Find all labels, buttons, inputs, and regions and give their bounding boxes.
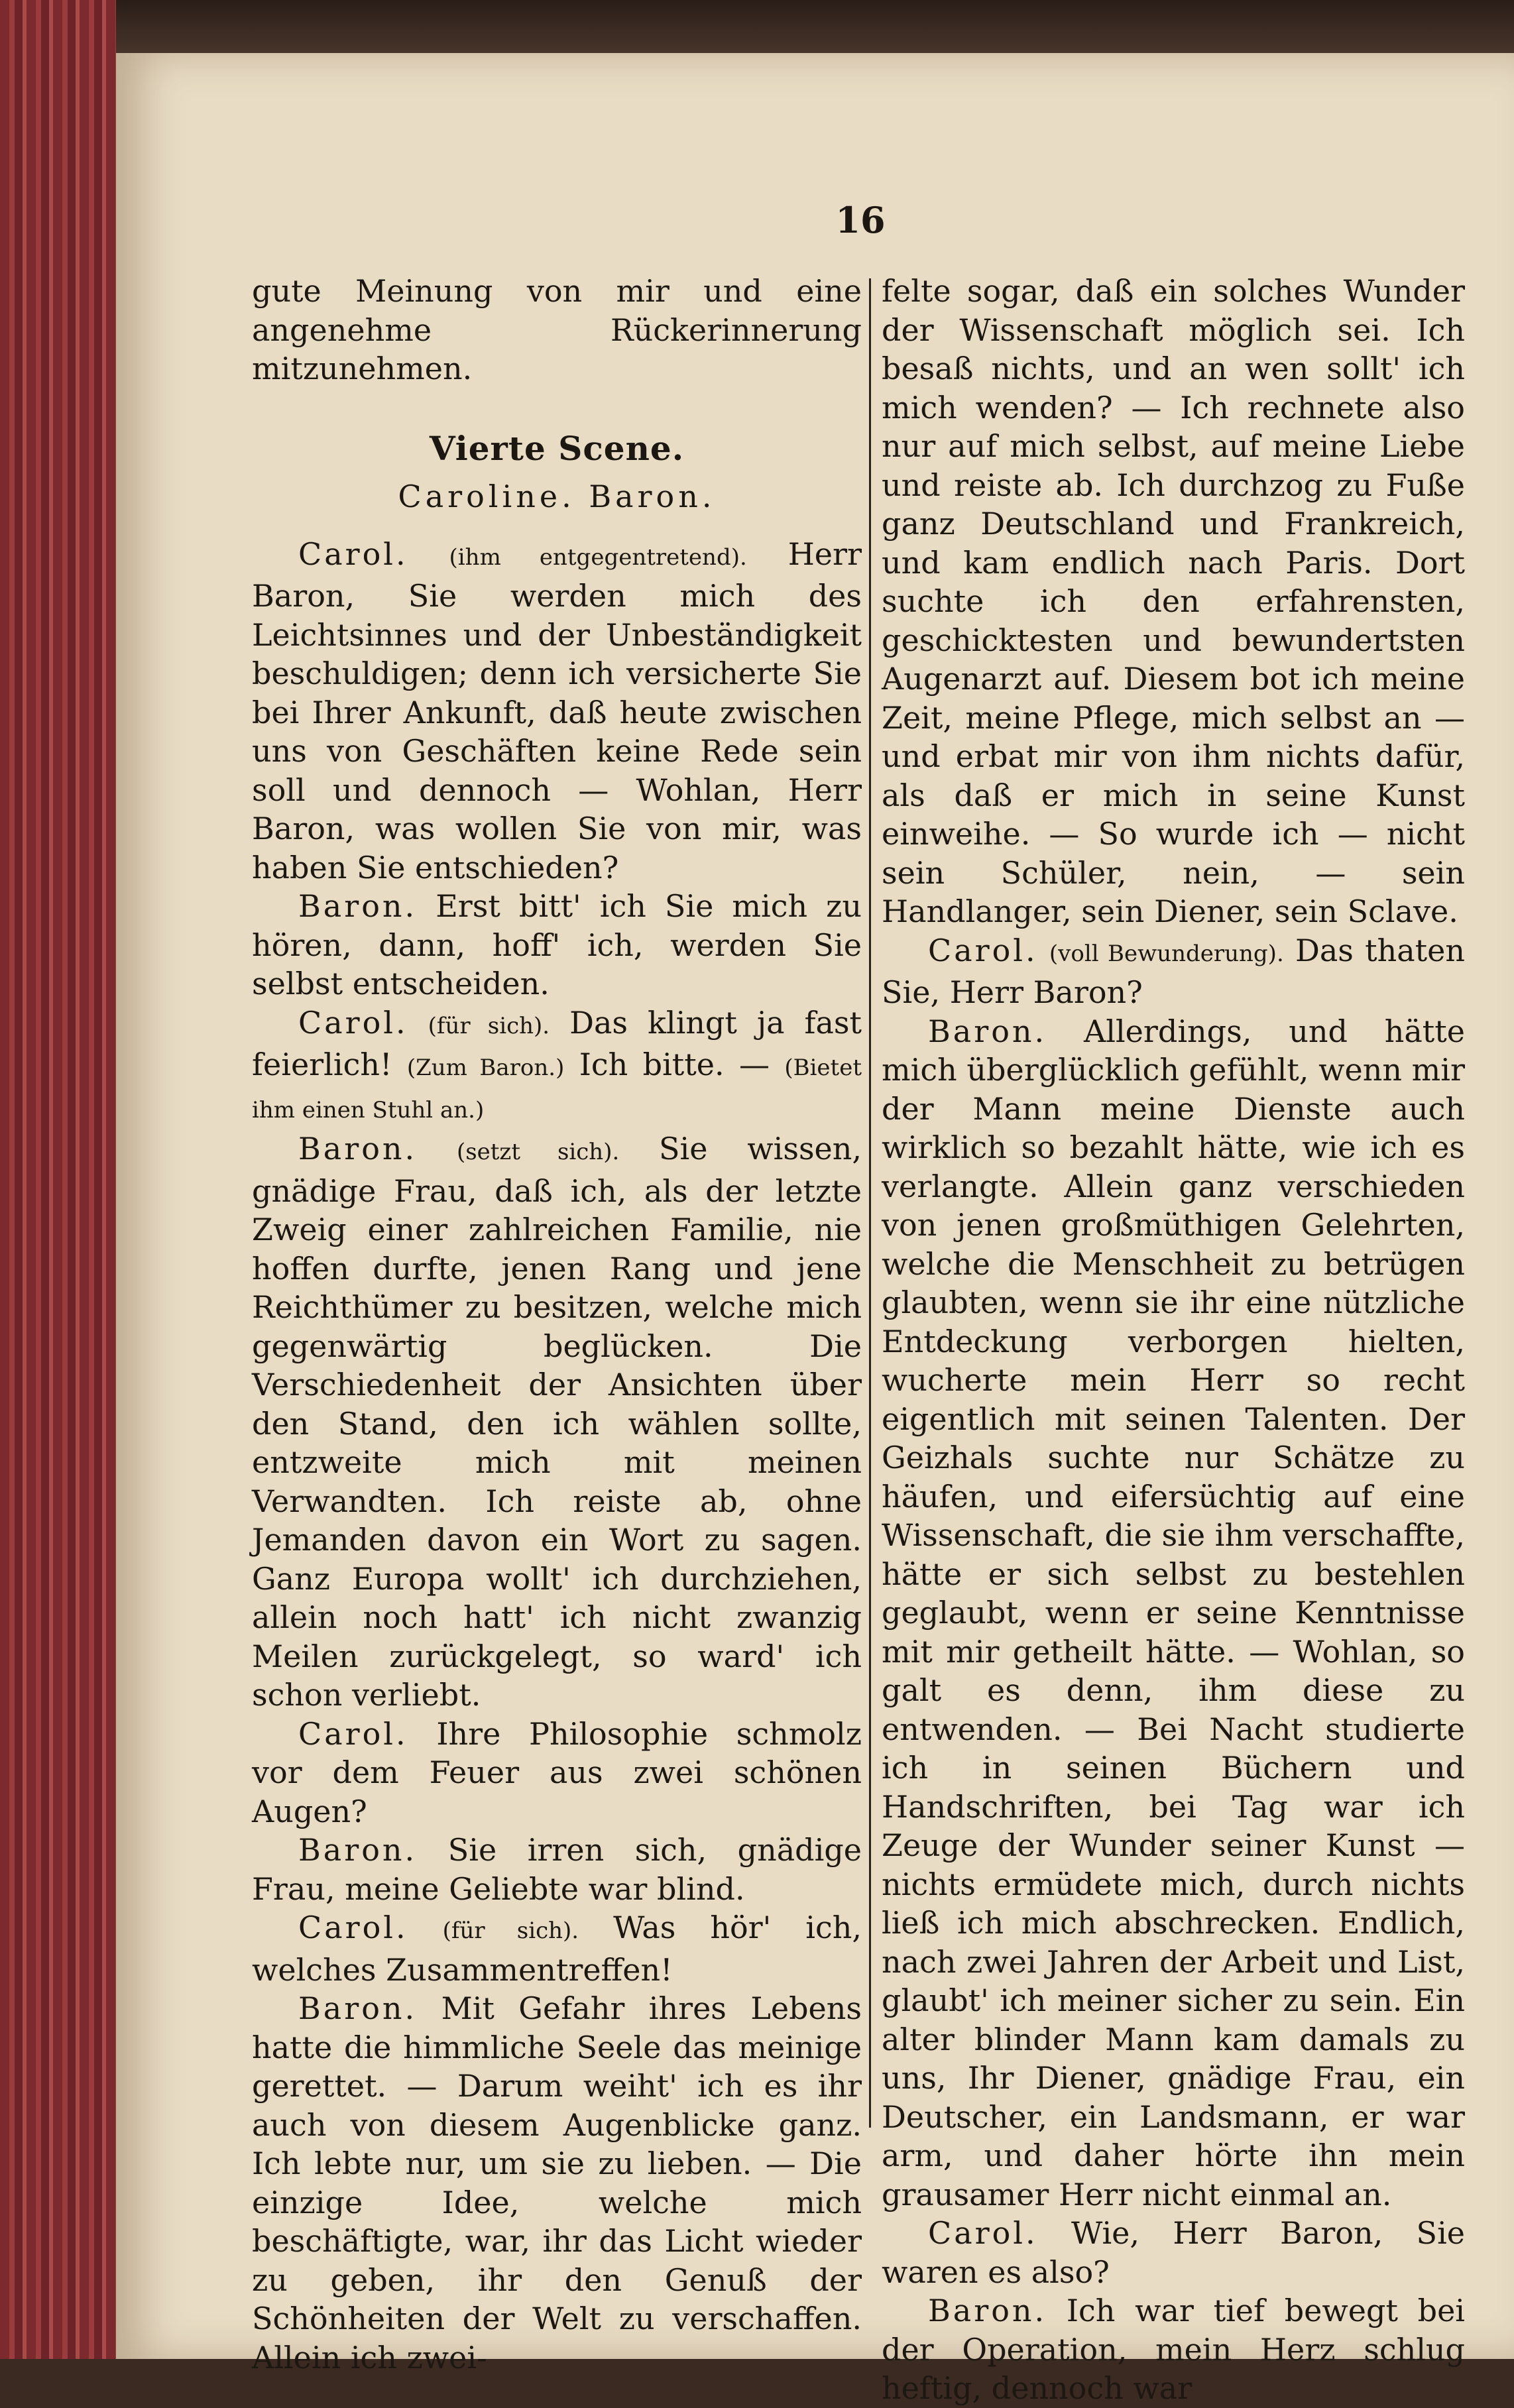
dialogue-line (882, 2291, 1465, 2408)
dialogue-line (252, 1003, 862, 1130)
dialogue-text: Das klingt ja fast feierlich! (252, 1004, 862, 1082)
scene-persons: Caroline. Baron. (398, 479, 716, 514)
speaker-name: Baron. (298, 888, 418, 924)
paragraph-text: gute Meinung von mir und eine angenehme Rückerinnerung mitzunehmen. (252, 273, 862, 386)
column-divider (869, 278, 871, 2128)
dialogue-text: Das thaten Sie, Herr Baron? (882, 932, 1466, 1010)
dialogue-text: Was hör' ich, welches Zusammentreffen! (252, 1910, 862, 1988)
dialogue-line (882, 2214, 1465, 2291)
top-edge (0, 0, 1514, 60)
paragraph (882, 272, 1465, 931)
speaker-name: Baron. (928, 2293, 1047, 2328)
dialogue-text: Allerdings, und hätte mich überglücklich gefühlt, wenn mir der Mann meine Dienste auch wirklich so bezahlt hätte, wie ich es verlangte. Allein ganz verschieden von jenen großmüthigen Gelehrten, welche die Menschheit zu betrügen glaubten, wenn sie ihr eine nützliche Entdeckung verborgen hielten, wucherte mein Herr so recht eigentlich mit seinen Talenten. Der Geizhals suchte nur Schätze zu häufen, und eifersüchtig auf eine Wissenschaft, die sie ihm verschaffte, hätte er sich selbst zu bestehlen geglaubt, wenn er seine Kenntnisse mit mir getheilt hätte. — Wohlan, so galt es denn, ihm diese zu entwenden. — Bei Nacht studierte ich in seinen Büchern und Handschriften, bei Tag war ich Zeuge der Wunder seiner Kunst — nichts ermüdete mich, durch nichts ließ ich mich abschrecken. Endlich, nach zwei Jahren der Arbeit und List, glaubt' ich meiner sicher zu sein. Ein alter blinder Mann kam damals zu uns, Ihr Diener, gnädige Frau, ein Deutscher, ein Landsmann, er war arm, und daher hörte ihn mein grausamer Herr nicht einmal an. (882, 1013, 1465, 2212)
dialogue-line (252, 1908, 862, 1989)
book-spine (0, 0, 116, 2359)
speaker-name: Carol. (928, 2215, 1038, 2251)
speaker-name: Baron. (298, 1832, 418, 1868)
speaker-name: Carol. (298, 1715, 408, 1752)
stage-direction: (voll Bewunderung). (1049, 940, 1284, 967)
dialogue-text: Erst bitt' ich Sie mich zu hören, dann, hoff' ich, werden Sie selbst entscheiden. (252, 888, 862, 1002)
scene-heading: Vierte Scene. (429, 428, 685, 468)
dialogue-text: Herr Baron, Sie werden mich des Leichtsinnes und der Unbeständigkeit beschuldigen; denn ich versicherte Sie bei Ihrer Ankunft, daß heute zwischen uns von Geschäften keine Rede sein soll und dennoch — Wohlan, Herr Baron, was wollen Sie von mir, was haben Sie entschieden? (252, 536, 862, 886)
dialogue-text: Ihre Philosophie schmolz vor dem Feuer aus zwei schönen Augen? (252, 1715, 862, 1829)
speaker-name: Carol. (298, 536, 408, 572)
dialogue-line (252, 1129, 862, 1715)
speaker-name: Baron. (298, 1131, 418, 1167)
dialogue-text: Wie, Herr Baron, Sie waren es also? (882, 2215, 1465, 2290)
dialogue-line (882, 1012, 1465, 2214)
right-column (882, 272, 1465, 2408)
left-column (252, 272, 862, 2377)
dialogue-line (252, 887, 862, 1003)
stage-direction: (für sich). (442, 1918, 579, 1944)
stage-direction: (für sich). (428, 1012, 550, 1039)
dialogue-line (252, 1831, 862, 1908)
stage-direction: (Zum Baron.) (406, 1055, 565, 1081)
speaker-name: Carol. (298, 1004, 408, 1041)
speaker-name: Carol. (298, 1910, 408, 1945)
dialogue-text: Ich bitte. — (579, 1047, 770, 1082)
speaker-name: Baron. (928, 1013, 1047, 1049)
dialogue-line (882, 931, 1465, 1012)
dialogue-text: Ich war tief bewegt bei der Operation, mein Herz schlug heftig, dennoch war (882, 2293, 1466, 2406)
dialogue-line (252, 535, 862, 888)
speaker-name: Baron. (298, 1990, 418, 2026)
stage-direction: (setzt sich). (456, 1139, 620, 1165)
stage-direction: (Bietet ihm einen Stuhl an.) (252, 1055, 862, 1123)
dialogue-text: Mit Gefahr ihres Lebens hatte die himmliche Seele das meinige gerettet. — Darum weiht' ich es ihr auch von diesem Augenblicke ganz. Ich lebte nur, um sie zu lieben. — Die einzige Idee, welche mich beschäftigte, war, ihr das Licht wieder zu geben, ihr den Genuß der Schönheiten der Welt zu verschaffen. Allein ich zwei- (252, 1990, 862, 2376)
dialogue-line (252, 1989, 862, 2377)
speaker-name: Carol. (928, 932, 1038, 968)
page-number: 16 (835, 199, 886, 241)
paragraph-text: felte sogar, daß ein solches Wunder der Wissenschaft möglich sei. Ich besaß nichts, und an wen sollt' ich mich wenden? — Ich rechnete also nur auf mich selbst, auf meine Liebe und reiste ab. Ich durchzog zu Fuße ganz Deutschland und Frankreich, und kam endlich nach Paris. Dort suchte ich den erfahrensten, geschicktesten und bewundertsten Augenarzt auf. Diesem bot ich meine Zeit, meine Pflege, mich selbst an — und erbat mir von ihm nichts dafür, als daß er mich in seine Kunst einweihe. — So wurde ich — nicht sein Schüler, nein, — sein Handlanger, sein Diener, sein Sclave. (882, 273, 1465, 929)
dialogue-text: Sie wissen, gnädige Frau, daß ich, als der letzte Zweig einer zahlreichen Familie, nie hoffen durfte, jenen Rang und jene Reichthümer zu besitzen, welche mich gegenwärtig beglücken. Die Verschiedenheit der Ansichten über den Stand, den ich wählen sollte, entzweite mich mit meinen Verwandten. Ich reiste ab, ohne Jemanden davon ein Wort zu sagen. Ganz Europa wollt' ich durchziehen, allein noch hatt' ich nicht zwanzig Meilen zurückgelegt, so ward' ich schon verliebt. (252, 1131, 862, 1713)
stage-direction: (ihm entgegentretend). (449, 544, 747, 571)
dialogue-line (252, 1715, 862, 1831)
dialogue-text: Sie irren sich, gnädige Frau, meine Geliebte war blind. (252, 1832, 862, 1907)
paragraph (252, 272, 862, 388)
